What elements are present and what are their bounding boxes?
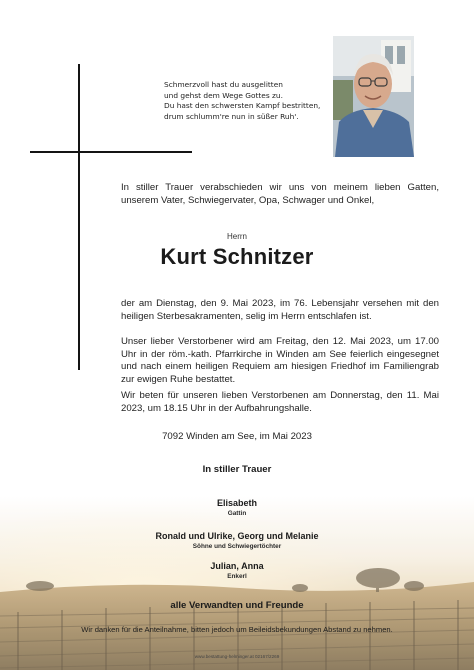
place-date: 7092 Winden am See, im Mai 2023 <box>162 431 312 442</box>
relatives-line: alle Verwandten und Freunde <box>170 600 304 611</box>
footer-contact: www.bestattung-helminger.at 02167/2269 <box>194 654 280 659</box>
intro-text: In stiller Trauer verabschieden wir uns von meinem lieben Gatten, unserem Vater, Schwiegervater, Opa, Schwager und Onkel, <box>121 182 439 206</box>
mourners-heading: In stiller Trauer <box>202 464 272 475</box>
portrait-photo <box>333 36 414 157</box>
vineyard-landscape-image <box>0 496 474 670</box>
mourner-name: Ronald und Ulrike, Georg und Melanie <box>155 531 319 541</box>
deceased-name: Kurt Schnitzer <box>160 244 314 269</box>
mourner-role: Söhne und Schwiegertöchter <box>192 543 282 550</box>
poem-line: drum schlumm're nun in süßer Ruh'. <box>164 111 299 121</box>
prayer-paragraph: Wir beten für unseren lieben Verstorbenen am Donnerstag, den 11. Mai 2023, um 18.15 Uhr in der Aufbahrungshalle. <box>121 390 439 414</box>
poem-line: Du hast den schwersten Kampf bestritten, <box>164 101 321 111</box>
thanks-note: Wir danken für die Anteilnahme, bitten jedoch um Beileidsbekundungen Abstand zu nehmen. <box>81 625 393 634</box>
mourner-name: Julian, Anna <box>210 561 264 571</box>
mourner-role: Gattin <box>227 510 247 517</box>
funeral-paragraph: Unser lieber Verstorbener wird am Freitag, den 12. Mai 2023, um 17.00 Uhr in der röm.-kath. Pfarrkirche in Winden am See feierlich eingesegnet und nach einem heiligen Requiem am hiesigen Friedhof im Familiengrab zur ewigen Ruhe bestattet. <box>121 336 439 385</box>
poem-line: Schmerzvoll hast du ausgelitten <box>164 80 283 89</box>
mourner-role: Enkerl <box>227 573 247 580</box>
cross-horizontal-bar <box>30 151 192 153</box>
honorific: Herrn <box>226 232 247 241</box>
poem-line: und gehst dem Wege Gottes zu. <box>164 90 283 100</box>
memorial-poem <box>164 80 334 122</box>
cross-vertical-bar <box>78 64 80 370</box>
mourner-name: Elisabeth <box>216 498 257 508</box>
death-notice-paragraph: der am Dienstag, den 9. Mai 2023, im 76. Lebensjahr versehen mit den heiligen Sterbesakramenten, selig im Herrn entschlafen ist. <box>121 298 439 322</box>
